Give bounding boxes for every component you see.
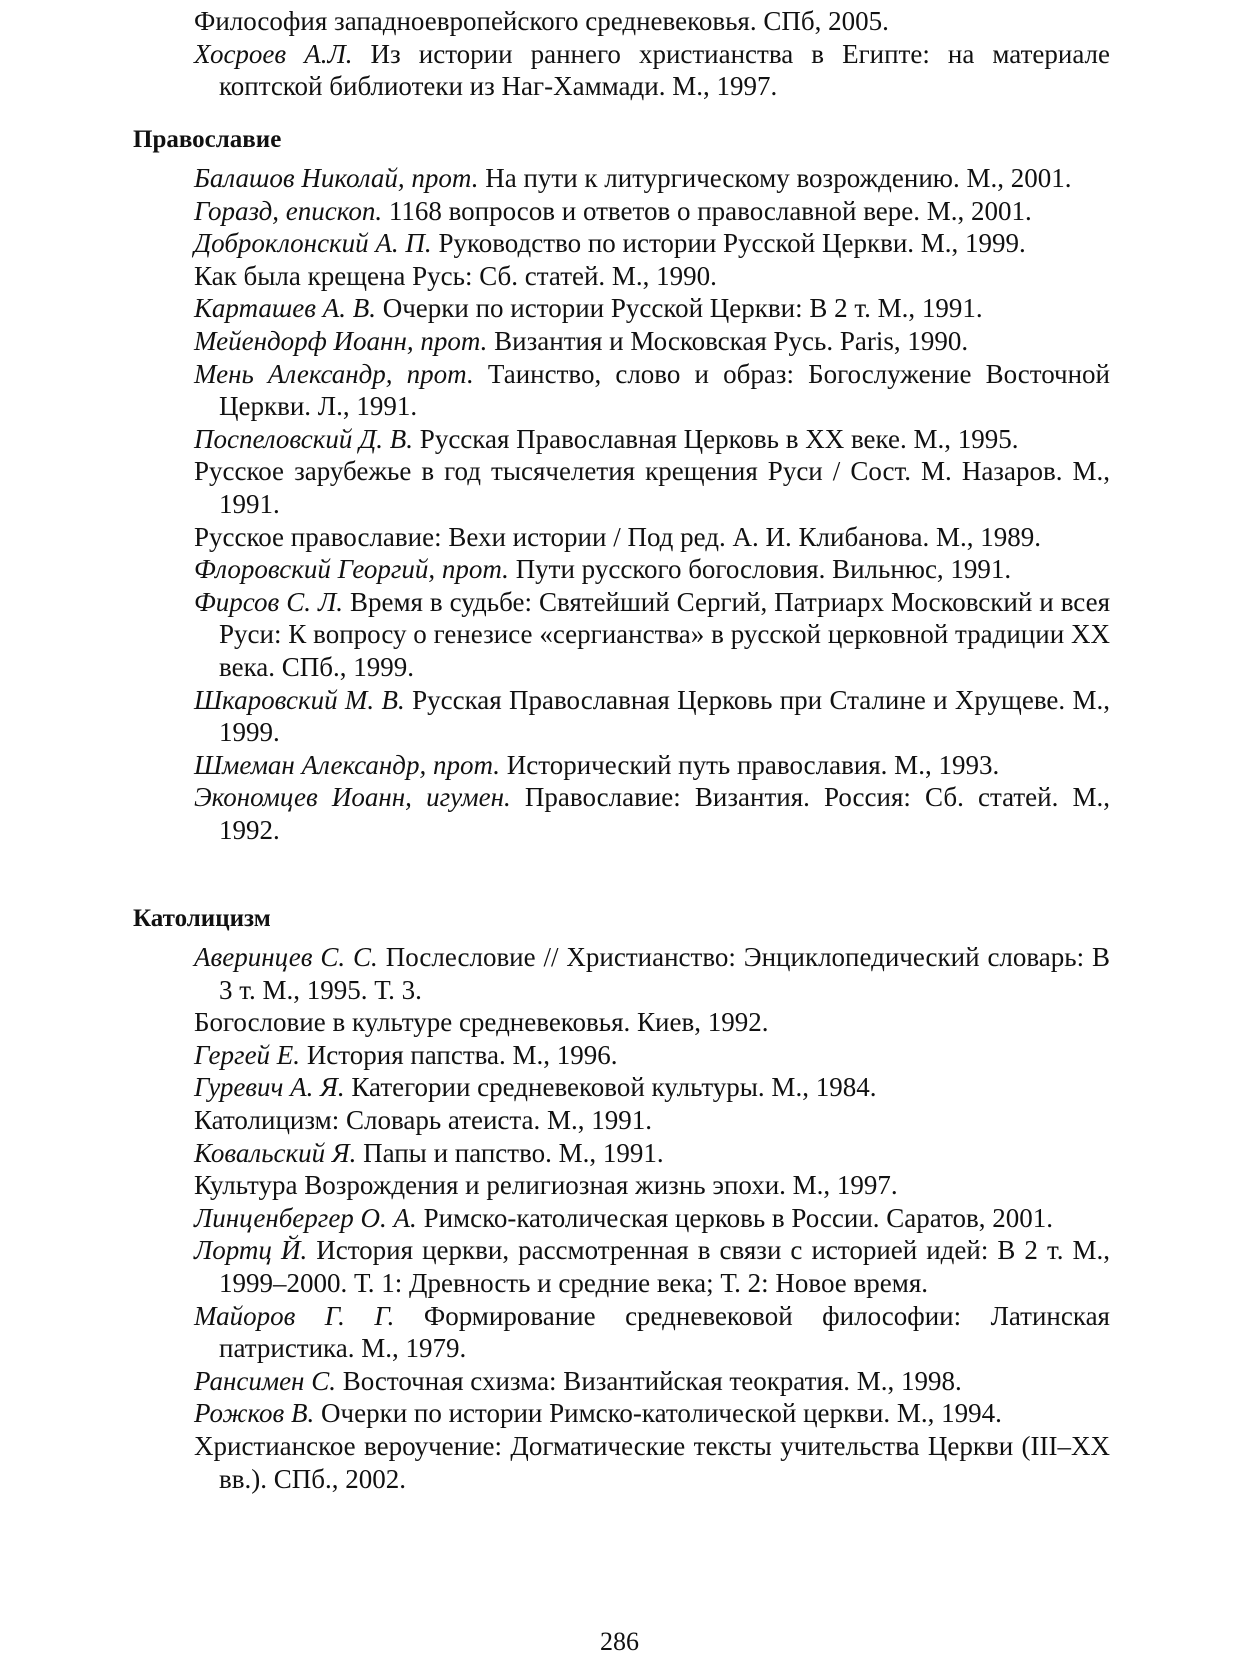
entry-author: Рансимен С. bbox=[194, 1365, 336, 1396]
bibliography-entry bbox=[194, 423, 1110, 456]
bibliography-entry bbox=[194, 553, 1110, 586]
entry-text: Русская Православная Церковь в XX веке. М., 1995. bbox=[413, 423, 1019, 454]
entry-text: Философия западноевропейского средневековья. СПб, 2005. bbox=[194, 6, 889, 36]
entry-author: Балашов Николай, прот. bbox=[194, 163, 479, 193]
bibliography-entry bbox=[194, 1234, 1110, 1299]
entry-author: Шмеман Александр, прот. bbox=[194, 749, 501, 780]
bibliography-entry bbox=[194, 1397, 1110, 1430]
entry-author: Аверинцев С. С. bbox=[194, 942, 378, 972]
bibliography-list-catholicism bbox=[194, 941, 1110, 1495]
bibliography-entry bbox=[194, 941, 1110, 1006]
bibliography-entry bbox=[194, 781, 1110, 846]
bibliography-entry bbox=[194, 1365, 1110, 1398]
entry-text: Византия и Московская Русь. Paris, 1990. bbox=[487, 325, 969, 356]
entry-author: Гуревич А. Я. bbox=[194, 1072, 345, 1103]
bibliography-entry bbox=[194, 684, 1110, 749]
entry-author: Флоровский Георгий, прот. bbox=[194, 554, 509, 585]
bibliography-entry bbox=[194, 260, 1110, 293]
bibliography-entry bbox=[194, 1137, 1110, 1170]
entry-text: Формирование средневековой философии: Латинская патристика. М., 1979. bbox=[219, 1300, 1110, 1364]
entry-text: Таинство, слово и образ: Богослужение Восточной Церкви. Л., 1991. bbox=[219, 358, 1110, 422]
bibliography-entry bbox=[194, 586, 1110, 684]
section-heading-orthodoxy: Православие bbox=[133, 126, 282, 153]
entry-author: Шкаровский М. В. bbox=[194, 684, 405, 715]
entry-text: Руководство по истории Русской Церкви. М., 1999. bbox=[431, 228, 1026, 259]
entry-text: Время в судьбе: Святейший Сергий, Патриарх Московский и всея Руси: К вопросу о генезисе «сергианства» в русской церковной традиции XX века. СПб., 1999. bbox=[219, 586, 1110, 682]
entry-author: Фирсов С. Л. bbox=[194, 586, 343, 617]
entry-text: Очерки по истории Римско-католической церкви. М., 1994. bbox=[314, 1398, 1002, 1429]
entry-text: 1168 вопросов и ответов о православной вере. М., 2001. bbox=[382, 195, 1032, 226]
bibliography-entry bbox=[194, 162, 1110, 195]
entry-text: Русское зарубежье в год тысячелетия крещения Руси / Сост. М. Назаров. М., 1991. bbox=[194, 456, 1110, 519]
section-heading-catholicism: Католицизм bbox=[133, 905, 271, 932]
entry-author: Мень Александр, прот. bbox=[194, 358, 474, 389]
entry-author: Поспеловский Д. В. bbox=[194, 423, 414, 454]
entry-text: История папства. М., 1996. bbox=[300, 1039, 618, 1070]
entry-author: Ковальский Я. bbox=[194, 1137, 357, 1168]
bibliography-entry bbox=[194, 1006, 1110, 1039]
entry-author: Хосроев А.Л. bbox=[194, 38, 353, 69]
entry-text: Послесловие // Христианство: Энциклопедический словарь: В 3 т. М., 1995. Т. 3. bbox=[219, 942, 1110, 1005]
entry-text: Римско-католическая церковь в России. Саратов, 2001. bbox=[416, 1202, 1054, 1233]
bibliography-entry bbox=[194, 521, 1110, 554]
bibliography-entry bbox=[194, 5, 1110, 38]
entry-text: Богословие в культуре средневековья. Киев, 1992. bbox=[194, 1007, 769, 1038]
entry-text: Русское православие: Вехи истории / Под ред. А. И. Клибанова. М., 1989. bbox=[194, 521, 1042, 552]
bibliography-entry bbox=[194, 292, 1110, 325]
entry-text: Культура Возрождения и религиозная жизнь эпохи. М., 1997. bbox=[194, 1170, 898, 1201]
entry-text: Исторический путь православия. М., 1993. bbox=[500, 749, 1000, 780]
page-number: 286 bbox=[600, 1627, 639, 1656]
entry-text: Восточная схизма: Византийская теократия. М., 1998. bbox=[335, 1365, 962, 1396]
bibliography-entry bbox=[194, 1430, 1110, 1495]
entry-author: Доброклонский А. П. bbox=[194, 228, 432, 259]
bibliography-entry bbox=[194, 325, 1110, 358]
bibliography-entry bbox=[194, 227, 1110, 260]
entry-author: Лортц Й. bbox=[194, 1235, 308, 1266]
bibliography-entry bbox=[194, 38, 1110, 103]
bibliography-entry bbox=[194, 1202, 1110, 1235]
entry-author: Горазд, епископ. bbox=[194, 195, 383, 226]
entry-author: Линценбергер О. А. bbox=[194, 1202, 417, 1233]
entry-text: На пути к литургическому возрождению. М., 2001. bbox=[478, 163, 1072, 193]
bibliography-entry bbox=[194, 358, 1110, 423]
entry-text: Католицизм: Словарь атеиста. М., 1991. bbox=[194, 1104, 653, 1135]
bibliography-entry bbox=[194, 1071, 1110, 1104]
entry-text: Христианское вероучение: Догматические тексты учительства Церкви (III–XX вв.). СПб., 2002. bbox=[194, 1430, 1110, 1494]
entry-text: Папы и папство. М., 1991. bbox=[356, 1137, 664, 1168]
entry-text: Из истории раннего христианства в Египте: на материале коптской библиотеки из Наг-Хаммади. М., 1997. bbox=[219, 38, 1110, 102]
entry-text: Очерки по истории Русской Церкви: В 2 т. М., 1991. bbox=[375, 293, 983, 324]
bibliography-entry bbox=[194, 749, 1110, 782]
entry-author: Мейендорф Иоанн, прот. bbox=[194, 325, 488, 356]
entry-text: Пути русского богословия. Вильнюс, 1991. bbox=[508, 554, 1012, 585]
entry-author: Экономцев Иоанн, игумен. bbox=[194, 782, 511, 813]
bibliography-entry bbox=[194, 1300, 1110, 1365]
entry-text: Как была крещена Русь: Сб. статей. М., 1990. bbox=[194, 260, 717, 291]
entry-author: Карташев А. В. bbox=[194, 293, 376, 324]
entry-author: Рожков В. bbox=[194, 1398, 315, 1429]
bibliography-entry bbox=[194, 195, 1110, 228]
entry-author: Майоров Г. Г. bbox=[194, 1300, 395, 1331]
entry-text: Православие: Византия. Россия: Сб. статей. М., 1992. bbox=[219, 782, 1110, 845]
entry-text: Категории средневековой культуры. М., 1984. bbox=[344, 1072, 877, 1103]
entry-text: Русская Православная Церковь при Сталине и Хрущеве. М., 1999. bbox=[219, 684, 1110, 748]
bibliography-entry bbox=[194, 1169, 1110, 1202]
bibliography-entry bbox=[194, 1039, 1110, 1072]
bibliography-entry bbox=[194, 1104, 1110, 1137]
entry-text: История церкви, рассмотренная в связи с историей идей: В 2 т. М., 1999–2000. Т. 1: Древность и средние века; Т. 2: Новое время. bbox=[219, 1235, 1110, 1298]
bibliography-entry bbox=[194, 455, 1110, 520]
entry-author: Гергей Е. bbox=[194, 1039, 301, 1070]
bibliography-list-orthodoxy bbox=[194, 162, 1110, 846]
bibliography-list-top bbox=[194, 5, 1110, 103]
